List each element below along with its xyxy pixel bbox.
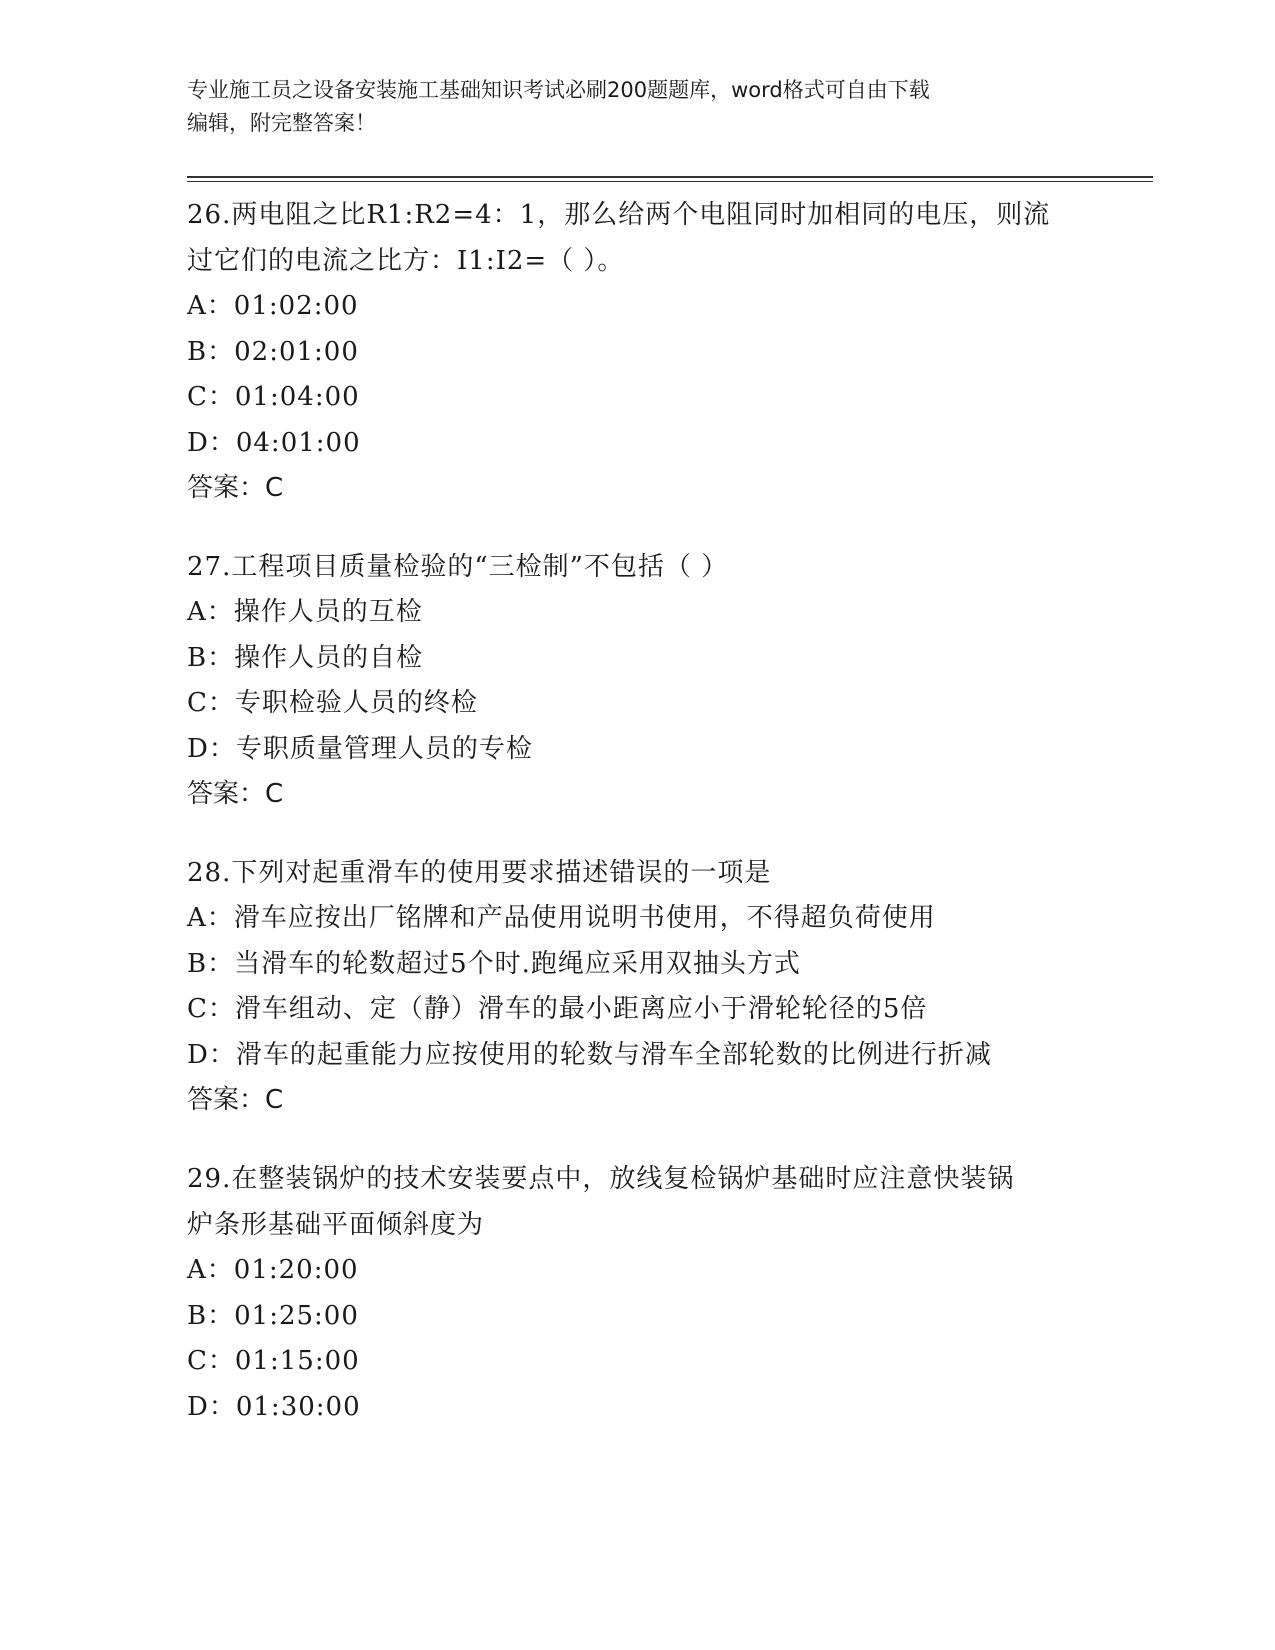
header-divider-thin	[187, 181, 1153, 182]
option-b: B：02:01:00	[187, 336, 359, 367]
option-d: D：专职质量管理人员的专检	[187, 733, 533, 764]
option-c: C：专职检验人员的终检	[187, 688, 478, 718]
question-stem-line: 26.两电阻之比R1:R2=4：1，那么给两个电阻同时加相同的电压，则流	[187, 200, 1051, 230]
question-stem-line: 27.工程项目质量检验的“三检制”不包括（ ）	[187, 552, 729, 582]
question-stem-line: 29.在整装锅炉的技术安装要点中，放线复检锅炉基础时应注意快装锅	[187, 1164, 1015, 1194]
option-a: A：操作人员的互检	[187, 597, 423, 627]
option-b: B：01:25:00	[187, 1300, 359, 1331]
question-26	[187, 192, 1107, 510]
answer-line: 答案：C	[187, 779, 284, 809]
option-c: C：01:15:00	[187, 1346, 360, 1376]
question-29	[187, 1156, 1107, 1430]
option-c: C：01:04:00	[187, 382, 360, 412]
question-stem-line: 过它们的电流之比方：I1:I2=（ ）。	[187, 246, 625, 276]
option-a: A：01:20:00	[187, 1255, 359, 1285]
option-d: D：04:01:00	[187, 427, 361, 458]
question-28	[187, 850, 1107, 1122]
document-header	[187, 74, 1087, 140]
option-b: B：当滑车的轮数超过5个时.跑绳应采用双抽头方式	[187, 948, 801, 979]
question-stem-line: 炉条形基础平面倾斜度为	[187, 1210, 485, 1240]
option-a: A：滑车应按出厂铭牌和产品使用说明书使用，不得超负荷使用	[187, 903, 936, 933]
question-list	[187, 192, 1107, 1464]
option-a: A：01:02:00	[187, 291, 359, 321]
header-line-2: 编辑，附完整答案！	[187, 111, 376, 135]
answer-line: 答案：C	[187, 1085, 284, 1115]
option-d: D：滑车的起重能力应按使用的轮数与滑车全部轮数的比例进行折减	[187, 1039, 992, 1070]
option-d: D：01:30:00	[187, 1391, 361, 1422]
question-stem-line: 28.下列对起重滑车的使用要求描述错误的一项是	[187, 858, 772, 888]
option-b: B：操作人员的自检	[187, 642, 424, 673]
header-divider-thick	[187, 176, 1153, 178]
option-c: C：滑车组动、定（静）滑车的最小距离应小于滑轮轮径的5倍	[187, 994, 928, 1024]
header-line-1: 专业施工员之设备安装施工基础知识考试必刷200题题库，word格式可自由下载	[187, 78, 930, 102]
question-27	[187, 544, 1107, 816]
answer-line: 答案：C	[187, 473, 284, 503]
